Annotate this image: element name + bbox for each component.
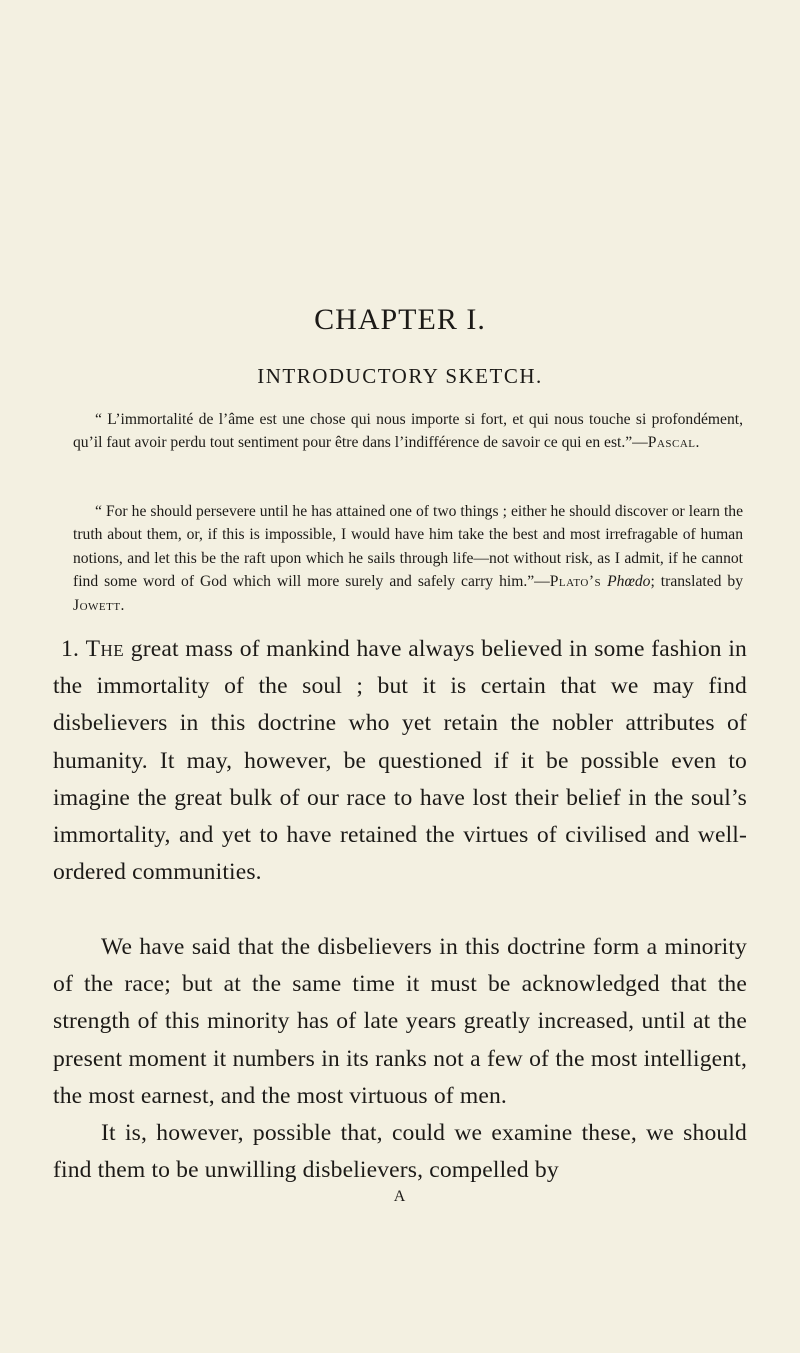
epigraph-plato <box>73 500 743 617</box>
signature-mark: A <box>393 1188 407 1205</box>
epigraph-pascal <box>73 408 743 455</box>
paragraph-1 <box>53 631 747 891</box>
paragraph-1-lead: The <box>85 636 125 662</box>
paragraph-1-number: 1. <box>61 636 79 662</box>
epigraph-pascal-text: “ L’immortalité de l’âme est une chose qui nous importe si fort, et qui nous touche si profondément, qu’il faut avoir perdu tout sentiment pour être dans l’indifférence de savoir ce qui en est.”— <box>73 411 743 452</box>
paragraph-2: We have said that the disbelievers in this doctrine form a minority of the race; but at the same time it must be acknowledged that the strength of this minority has of late years greatly increased, until at the present moment it numbers in its ranks not a few of the most intelligent, the most earnest, and the most virtuous of men. <box>53 934 747 1109</box>
section-heading: INTRODUCTORY SKETCH. <box>257 364 543 388</box>
paragraph-1-text: great mass of mankind have always believed in some fashion in the immortality of the soul ; but it is certain that we may find disbelievers in this doctrine who yet retain the nobler attributes of humanity. It may, however, be questioned if it be possible even to imagine the great bulk of our race to have lost their belief in the soul’s immortality, and yet to have retained the virtues of civilised and well-ordered communities. <box>53 636 747 886</box>
epigraph-plato-work: Phœdo <box>607 573 651 591</box>
epigraph-plato-text: “ For he should persevere until he has attained one of two things ; either he should discover or learn the truth about them, or, if this is impossible, I would have him take the best and most irrefragable of human notions, and let this be the raft upon which he sails through life—not without risk, as I admit, if he cannot find some word of God which will more surely and safely carry him.”— <box>73 503 743 591</box>
epigraph-plato-translator: Jowett. <box>73 596 125 614</box>
chapter-heading: CHAPTER I. <box>314 303 486 336</box>
epigraph-plato-author: Plato’s <box>549 573 602 591</box>
paragraph-3: It is, however, possible that, could we examine these, we should find them to be unwilling disbelievers, compelled by <box>53 1120 747 1184</box>
epigraph-plato-translated-by: ; translated by <box>650 573 744 591</box>
epigraph-pascal-attribution: Pascal. <box>647 434 700 452</box>
